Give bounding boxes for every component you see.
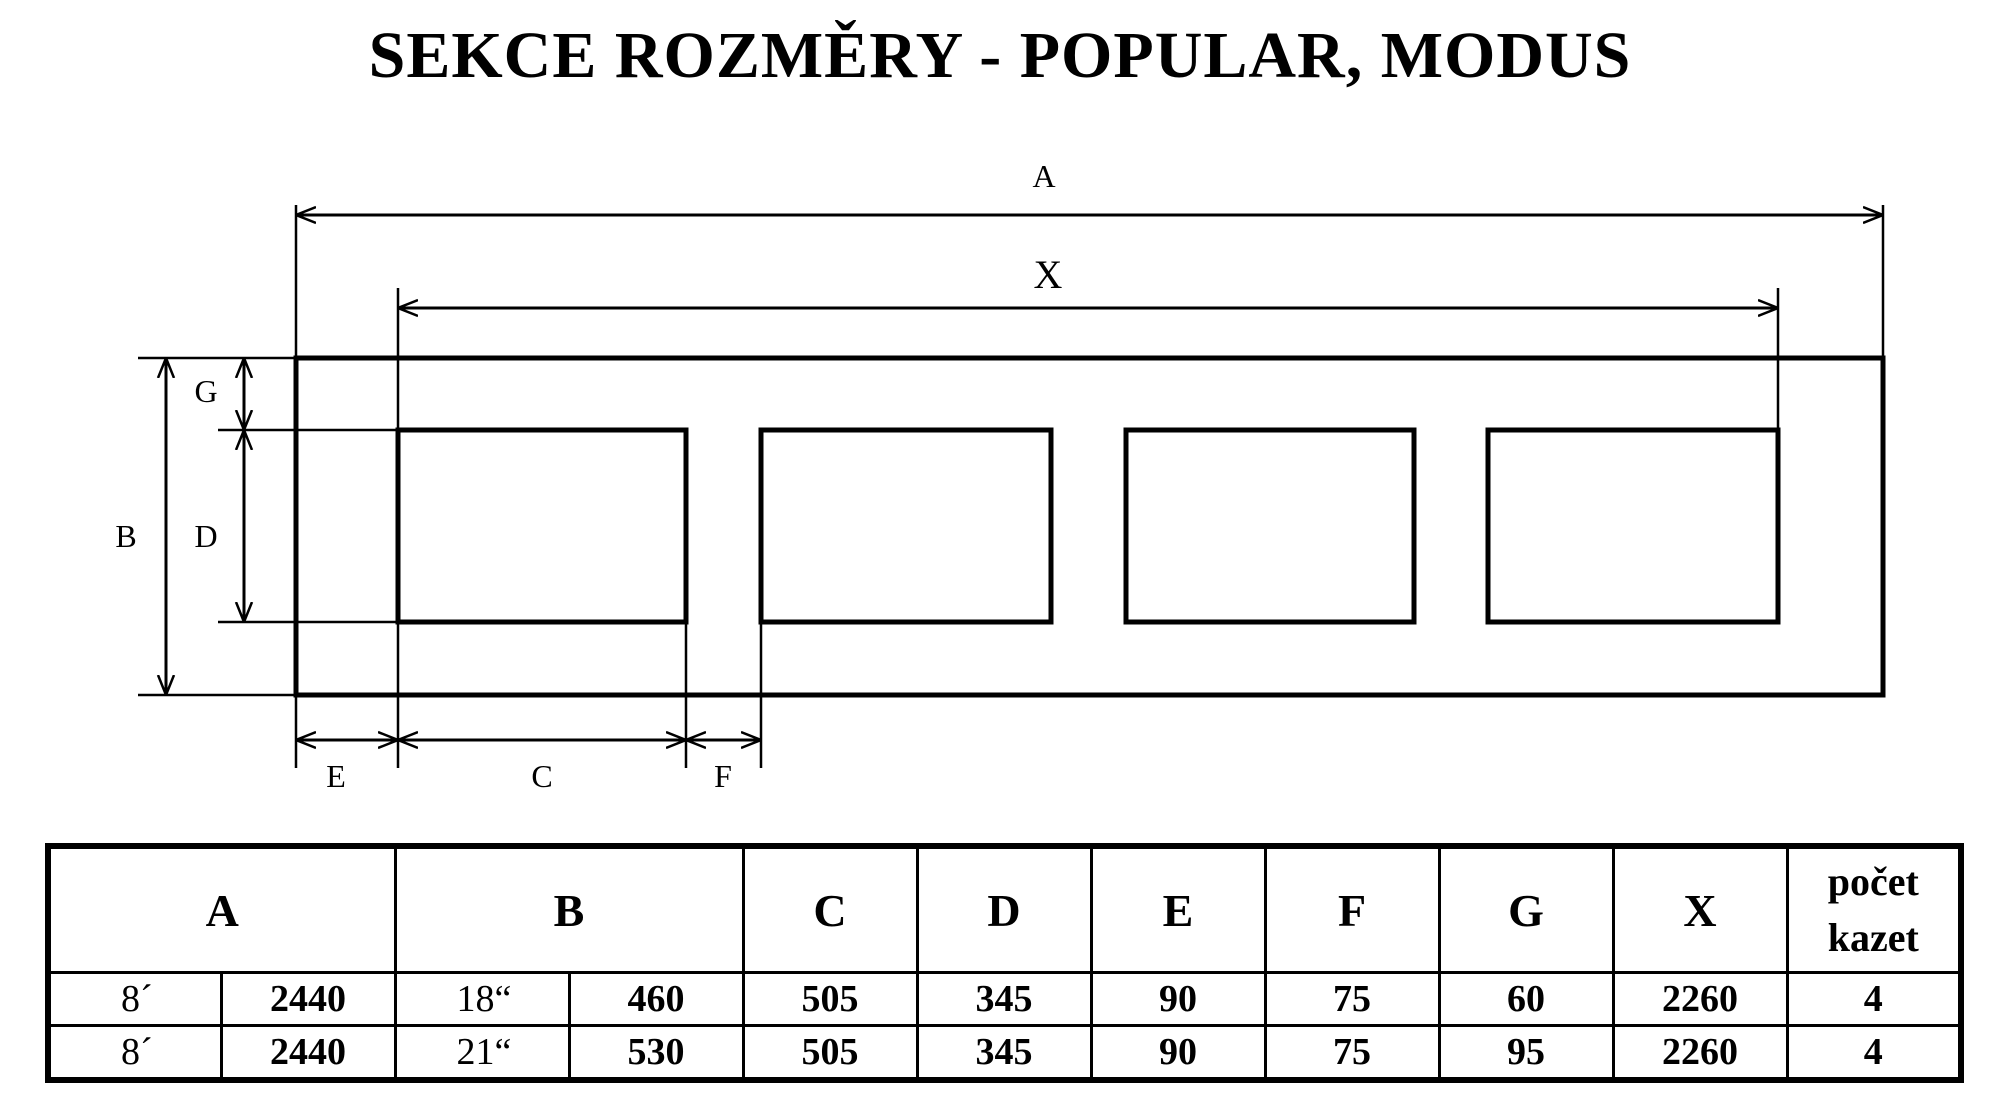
cell-b-in: 18“ [395, 973, 569, 1026]
cell-e: 90 [1091, 973, 1265, 1026]
label-a: A [1032, 158, 1056, 194]
cell-count: 4 [1787, 973, 1961, 1026]
label-b: B [115, 518, 137, 554]
cell-d: 345 [917, 973, 1091, 1026]
label-x: X [1033, 252, 1063, 297]
cell-f: 75 [1265, 1026, 1439, 1081]
cell-count: 4 [1787, 1026, 1961, 1081]
label-f: F [714, 758, 732, 794]
dimension-lines [166, 215, 1883, 740]
header-count-line2: kazet [1827, 915, 1919, 960]
dimensions-table [45, 843, 1964, 1083]
cell-e: 90 [1091, 1026, 1265, 1081]
label-e: E [326, 758, 346, 794]
cell-d: 345 [917, 1026, 1091, 1081]
label-d: D [194, 518, 218, 554]
cell-b-mm: 530 [569, 1026, 743, 1081]
panel-outline [296, 358, 1883, 695]
cassette-1 [398, 430, 686, 622]
label-c: C [531, 758, 553, 794]
cell-g: 95 [1439, 1026, 1613, 1081]
table-row [48, 1026, 1961, 1081]
table-header-row [48, 846, 1961, 973]
page-title: SEKCE ROZMĚRY - POPULAR, MODUS [368, 19, 1632, 92]
cell-c: 505 [743, 1026, 917, 1081]
cell-x: 2260 [1613, 973, 1787, 1026]
header-count-line1: počet [1827, 859, 1919, 904]
cell-f: 75 [1265, 973, 1439, 1026]
header-x: X [1613, 846, 1787, 973]
cell-a-mm: 2440 [221, 1026, 395, 1081]
cell-a-ft: 8´ [48, 973, 221, 1026]
cell-b-mm: 460 [569, 973, 743, 1026]
cassette-3 [1126, 430, 1414, 622]
cell-g: 60 [1439, 973, 1613, 1026]
cell-a-ft: 8´ [48, 1026, 221, 1081]
header-d: D [917, 846, 1091, 973]
header-f: F [1265, 846, 1439, 973]
header-e: E [1091, 846, 1265, 973]
header-g: G [1439, 846, 1613, 973]
cell-x: 2260 [1613, 1026, 1787, 1081]
cell-c: 505 [743, 973, 917, 1026]
header-c: C [743, 846, 917, 973]
header-a: A [48, 846, 395, 973]
cassette-2 [761, 430, 1051, 622]
label-g: G [194, 373, 218, 409]
cell-a-mm: 2440 [221, 973, 395, 1026]
cassette-4 [1488, 430, 1778, 622]
header-count [1787, 846, 1961, 973]
table-row [48, 973, 1961, 1026]
cell-b-in: 21“ [395, 1026, 569, 1081]
header-b: B [395, 846, 743, 973]
